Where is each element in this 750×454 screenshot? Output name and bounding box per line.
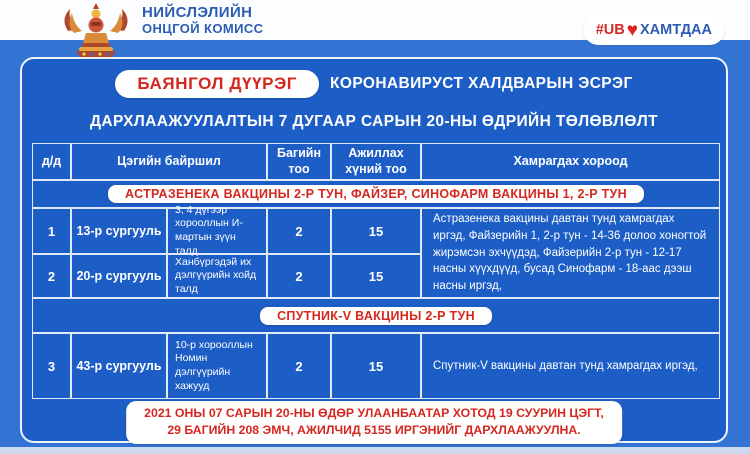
top-header-band bbox=[0, 0, 750, 40]
organization-name-line1: НИЙСЛЭЛИЙН bbox=[142, 4, 253, 21]
vaccination-schedule-table bbox=[32, 143, 720, 399]
table-row3-staff: 15 bbox=[331, 333, 421, 399]
col-header-khoroo: Хамрагдах хороод bbox=[421, 143, 720, 180]
table-row3-location: 10-р хорооллын Номин дэлгүүрийн хажууд bbox=[167, 333, 267, 399]
section1-banner-row bbox=[32, 180, 720, 208]
table-row3-num: 3 bbox=[32, 333, 71, 399]
table-row2-site: 20-р сургууль bbox=[71, 254, 167, 298]
summary-line2: 29 БАГИЙН 208 ЭМЧ, АЖИЛЧИД 5155 ИРГЭНИЙГ ДАРХЛААЖУУЛНА. bbox=[167, 423, 581, 438]
section2-banner-row bbox=[32, 298, 720, 333]
table-row1-site: 13-р сургууль bbox=[71, 208, 167, 254]
table-row2-num: 2 bbox=[32, 254, 71, 298]
heart-icon: ♥ bbox=[626, 19, 638, 41]
table-row1-num: 1 bbox=[32, 208, 71, 254]
section1-target-group: Астразенека вакцины давтан тунд хамрагдах иргэд, Файзерийн 1, 2-р тун - 14-36 долоо хоногтой жирэмсэн эхчүүдэд, Файзерийн 2-р тун - 12-17 насны хүүхдүүд, бусад Синофарм - 18-аас дээш насны иргэд, bbox=[421, 208, 720, 298]
table-row2-teams: 2 bbox=[267, 254, 331, 298]
organization-name bbox=[142, 5, 263, 36]
col-header-staff: Ажиллах хүний тоо bbox=[331, 143, 421, 180]
table-row3-teams: 2 bbox=[267, 333, 331, 399]
col-header-num: д/д bbox=[32, 143, 71, 180]
table-row1-staff: 15 bbox=[331, 208, 421, 254]
organization-name-line2: ОНЦГОЙ КОМИСС bbox=[142, 20, 264, 36]
hashtag-suffix: ХАМТДАА bbox=[640, 22, 712, 38]
table-row2-location: Ханбүргэдэй их дэлгүүрийн хойд талд bbox=[167, 254, 267, 298]
section2-target-group: Спутник-V вакцины давтан тунд хамрагдах иргэд, bbox=[421, 333, 720, 399]
title-line2: ДАРХЛААЖУУЛАЛТЫН 7 ДУГААР САРЫН 20-НЫ ӨДРИЙН ТӨЛӨВЛӨЛТ bbox=[89, 113, 659, 130]
table-row1-teams: 2 bbox=[267, 208, 331, 254]
section2-banner: СПУТНИК-V ВАКЦИНЫ 2-Р ТУН bbox=[260, 307, 492, 325]
hashtag-prefix: #UB bbox=[595, 22, 625, 38]
title-line1: КОРОНАВИРУСТ ХАЛДВАРЫН ЭСРЭГ bbox=[330, 75, 633, 92]
title-row bbox=[22, 70, 726, 98]
capital-city-emblem-logo bbox=[56, 1, 136, 58]
table-row1-location: 3, 4 дүгээр хорооллын И-мартын зүүн талд bbox=[167, 208, 267, 254]
campaign-hashtag bbox=[584, 15, 724, 45]
col-header-site: Цэгийн байршил bbox=[71, 143, 267, 180]
summary-line1: 2021 ОНЫ 07 САРЫН 20-НЫ ӨДӨР УЛААНБААТАР ХОТОД 19 СУУРИН ЦЭГТ, bbox=[144, 406, 604, 420]
table-row2-staff: 15 bbox=[331, 254, 421, 298]
district-badge: БАЯНГОЛ ДҮҮРЭГ bbox=[115, 70, 319, 98]
bottom-edge-strip bbox=[0, 447, 750, 454]
main-panel bbox=[20, 57, 728, 443]
col-header-teams: Багийн тоо bbox=[267, 143, 331, 180]
daily-summary-banner bbox=[126, 401, 622, 444]
section1-banner: АСТРАЗЕНЕКА ВАКЦИНЫ 2-Р ТУН, ФАЙЗЕР, СИНОФАРМ ВАКЦИНЫ 1, 2-Р ТУН bbox=[108, 185, 644, 203]
table-row3-site: 43-р сургууль bbox=[71, 333, 167, 399]
